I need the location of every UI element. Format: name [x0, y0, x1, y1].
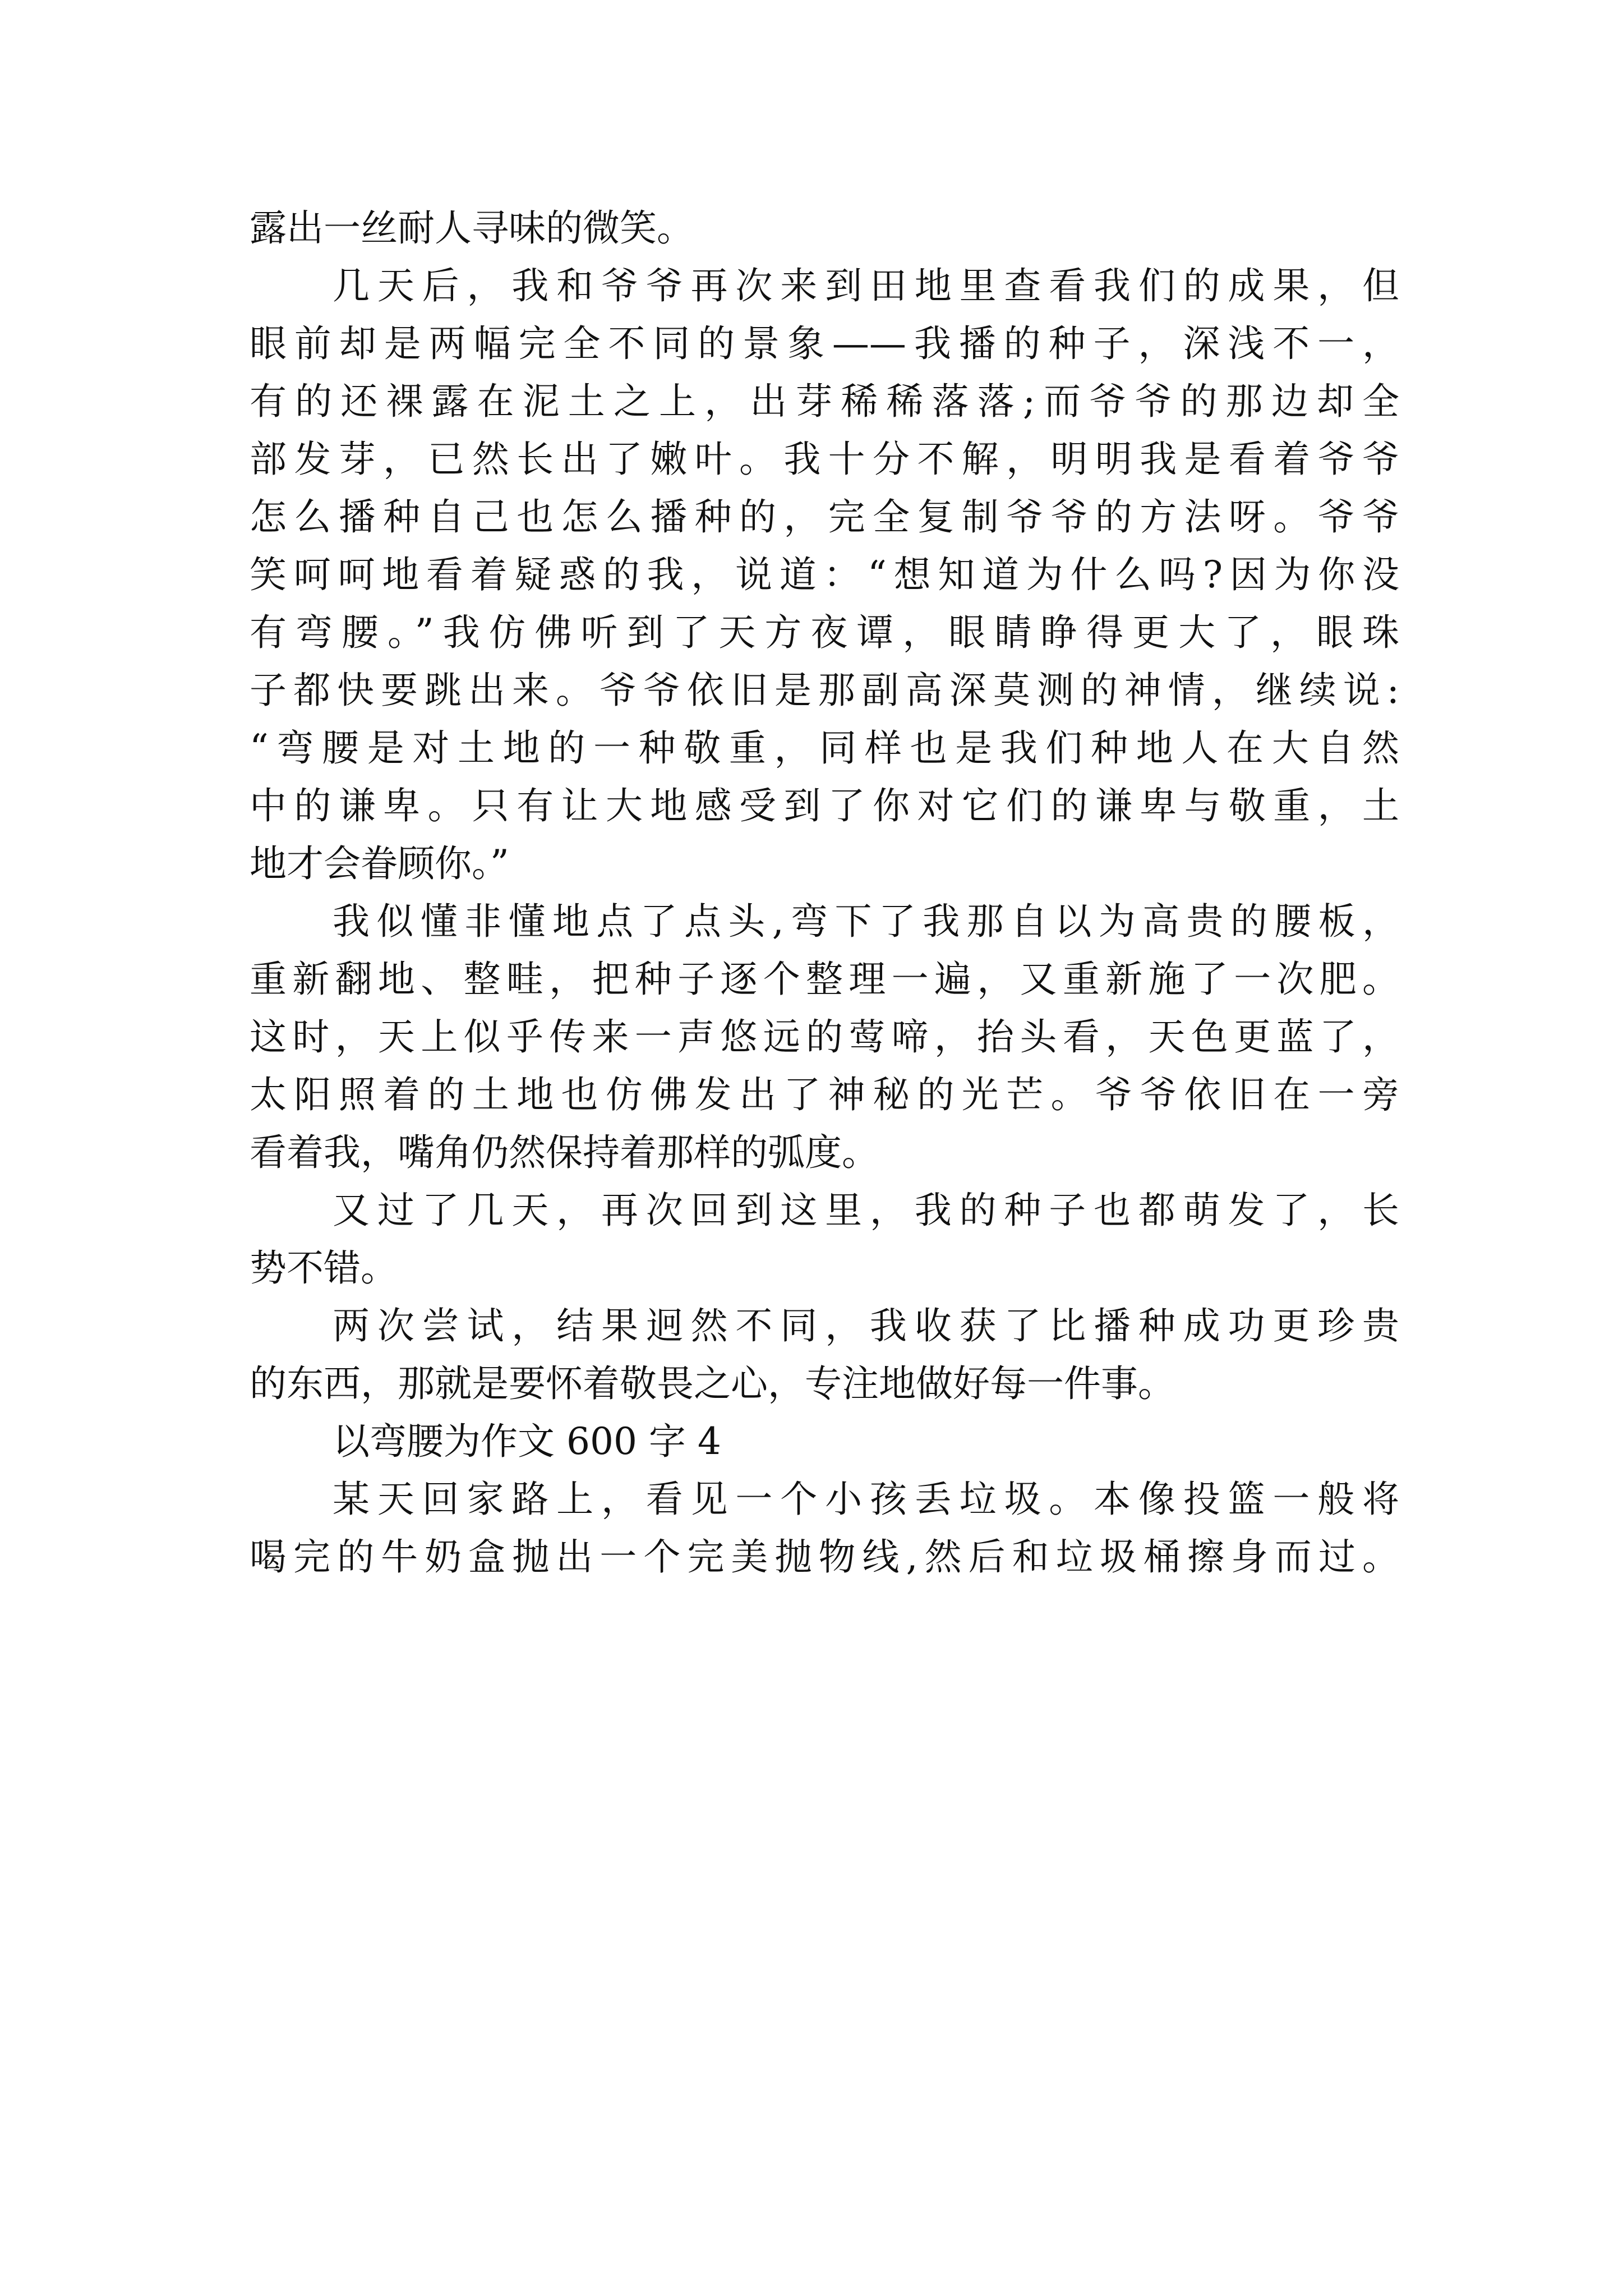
heading-text: 以弯腰为作文 600 字 4 — [333, 1420, 721, 1463]
text-line: 子都快要跳出来。爷爷依旧是那副高深莫测的神情，继续说: — [250, 669, 1399, 712]
paragraph-5 — [250, 1297, 1399, 1412]
text-line: 部发芽，已然长出了嫩叶。我十分不解，明明我是看着爷爷 — [250, 438, 1399, 481]
text-line: 有的还裸露在泥土之上，出芽稀稀落落;而爷爷的那边却全 — [250, 380, 1399, 423]
text-line: 眼前却是两幅完全不同的景象——我播的种子，深浅不一， — [250, 322, 1399, 365]
paragraph-3 — [250, 892, 1399, 1181]
section-heading — [250, 1412, 1399, 1470]
text-line: 太阳照着的土地也仿佛发出了神秘的光芒。爷爷依旧在一旁 — [250, 1073, 1399, 1116]
text-line: 喝完的牛奶盒抛出一个完美抛物线,然后和垃圾桶擦身而过。 — [250, 1535, 1399, 1579]
text-line: 我似懂非懂地点了点头,弯下了我那自以为高贵的腰板， — [333, 900, 1399, 943]
text-line: 两次尝试，结果迥然不同，我收获了比播种成功更珍贵 — [333, 1304, 1399, 1347]
text-line: 中的谦卑。只有让大地感受到了你对它们的谦卑与敬重，土 — [250, 784, 1399, 827]
text-line: 露出一丝耐人寻味的微笑。 — [250, 206, 694, 250]
text-line: 地才会眷顾你。” — [250, 842, 509, 885]
text-line: “弯腰是对土地的一种敬重，同样也是我们种地人在大自然 — [250, 726, 1399, 770]
text-line: 有弯腰。”我仿佛听到了天方夜谭，眼睛睁得更大了，眼珠 — [250, 611, 1399, 654]
text-line: 的东西，那就是要怀着敬畏之心，专注地做好每一件事。 — [250, 1362, 1175, 1405]
text-line: 看着我，嘴角仍然保持着那样的弧度。 — [250, 1131, 879, 1174]
paragraph-4 — [250, 1181, 1399, 1297]
document-body — [250, 199, 1399, 1586]
text-line: 某天回家路上，看见一个小孩丢垃圾。本像投篮一般将 — [333, 1478, 1399, 1521]
text-line: 几天后，我和爷爷再次来到田地里查看我们的成果，但 — [333, 264, 1399, 307]
text-line: 势不错。 — [250, 1246, 398, 1290]
text-line: 重新翻地、整畦，把种子逐个整理一遍，又重新施了一次肥。 — [250, 958, 1399, 1001]
paragraph-7 — [250, 1470, 1399, 1586]
text-line: 怎么播种自己也怎么播种的，完全复制爷爷的方法呀。爷爷 — [250, 495, 1399, 539]
text-line: 笑呵呵地看着疑惑的我，说道：“想知道为什么吗?因为你没 — [250, 553, 1399, 596]
text-line: 又过了几天，再次回到这里，我的种子也都萌发了，长 — [333, 1189, 1399, 1232]
text-line: 这时，天上似乎传来一声悠远的莺啼，抬头看，天色更蓝了， — [250, 1015, 1399, 1059]
paragraph-1 — [250, 199, 1399, 257]
paragraph-2 — [250, 257, 1399, 892]
